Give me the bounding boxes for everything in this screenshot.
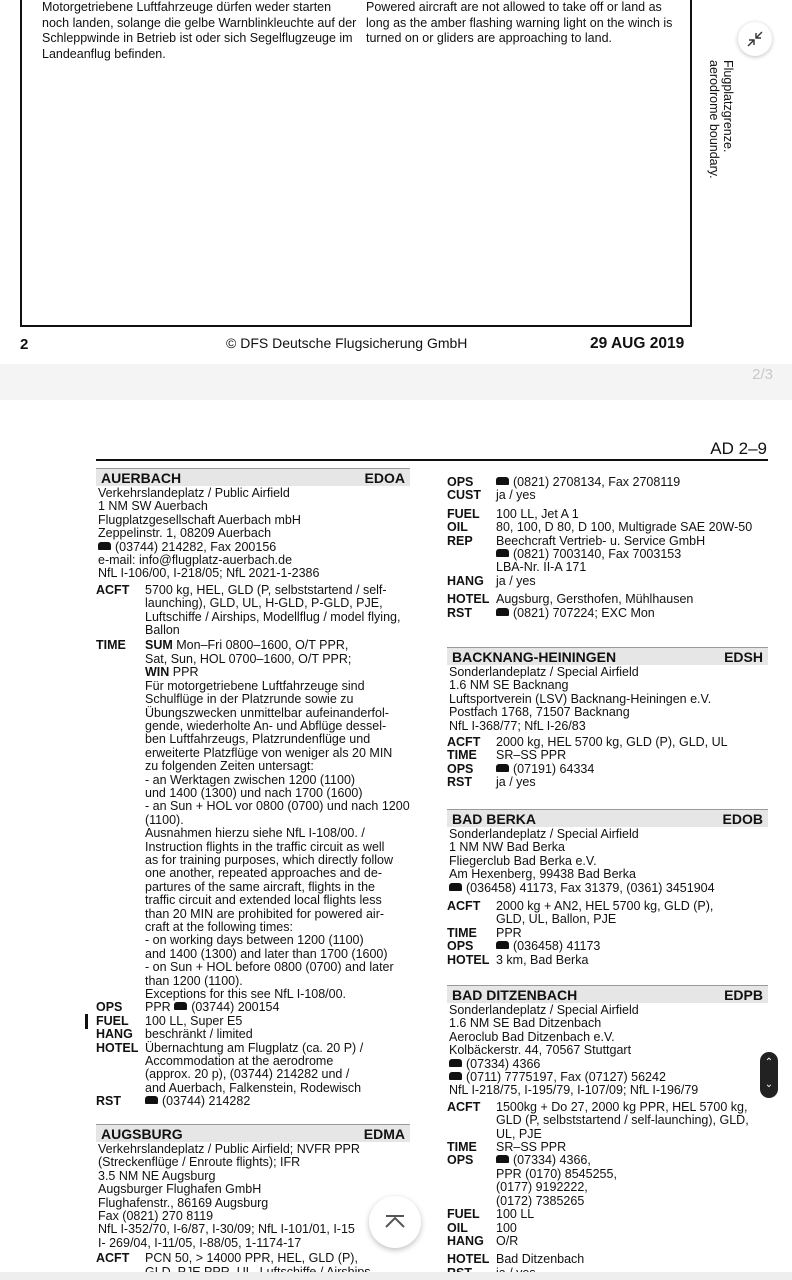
- scroll-handle[interactable]: [760, 1052, 778, 1098]
- time-line: Sat, Sun, HOL 0700–1600, O/T PPR;: [145, 651, 352, 666]
- info-line: NfL I-106/00, I-218/05; NfL 2021-1-2386: [98, 566, 320, 581]
- revision-mark: [85, 1014, 88, 1029]
- scroll-to-top-button[interactable]: [369, 1196, 421, 1248]
- time-line: erweiterte Platzflüge von weniger als 20 MIN: [145, 745, 393, 760]
- info-line: Postfach 1768, 71507 Backnang: [449, 705, 630, 720]
- airfield-name: BACKNANG-HEININGEN: [452, 648, 617, 665]
- info-line: Aeroclub Bad Ditzenbach e.V.: [449, 1029, 615, 1044]
- winch-note-de: Motorgetriebene Luftfahrzeuge dürfen weder starten noch landen, solange die gelbe Warnblinkleuchte auf der Schleppwinde in Betrieb ist oder sich Segelflugzeuge im Landeanflug befinden.: [42, 0, 357, 61]
- copyright: © DFS Deutsche Flugsicherung GmbH: [226, 335, 468, 351]
- time-line: than 20 MIN are prohibited for powered air-: [145, 906, 385, 921]
- entry-auerbach: [96, 468, 410, 1109]
- info-line: (07334) 4366: [449, 1058, 768, 1071]
- phone-icon: [145, 1096, 158, 1104]
- row-hang: HANG O/R: [447, 1233, 519, 1248]
- phone-icon: [496, 549, 509, 557]
- entry-backnang: [447, 647, 768, 790]
- time-line: und 1400 (1300) und nach 1700 (1600): [145, 785, 363, 800]
- entry-augsburg-cont: [447, 476, 768, 620]
- boundary-label-de: Flugplatzgrenze.: [721, 60, 735, 153]
- entry-header: [96, 1124, 410, 1142]
- time-line: one another, repeated approaches and de-: [145, 866, 382, 881]
- page-indicator: 2/3: [752, 366, 773, 383]
- time-line: - on Sun + HOL before 0800 (0700) and later: [145, 960, 394, 975]
- row-rst: RST (0821) 707224; EXC Mon: [447, 605, 655, 620]
- info-line: (036458) 41173, Fax 31379, (0361) 3451904: [449, 882, 768, 895]
- entry-bad-ditzenbach: [447, 985, 768, 1280]
- entry-header: [447, 985, 768, 1003]
- chevron-down-icon: ⌄: [764, 1079, 774, 1090]
- info-line: 3.5 NM NE Augsburg: [98, 1168, 216, 1183]
- info-line: Fax (0821) 270 8119: [98, 1209, 214, 1224]
- header-rule: [96, 459, 768, 461]
- info-line: e-mail: info@flugplatz-auerbach.de: [98, 553, 293, 568]
- info-line: NfL I-368/77; NfL I-26/83: [449, 718, 586, 733]
- info-line: Augsburger Flughafen GmbH: [98, 1182, 262, 1197]
- icao-code: EDMA: [363, 1125, 405, 1142]
- row-hotel: HOTEL Übernachtung am Flugplatz (ca. 20 P) / Accommodation at the aerodrome (approx. 20 p), (03744) 214282 und / and Auerbach, Falkenstein, Rodewisch: [96, 1040, 364, 1095]
- row-acft: ACFT 2000 kg + AN2, HEL 5700 kg, GLD (P), GLD, UL, Ballon, PJE: [447, 899, 714, 927]
- phone-icon: [496, 608, 509, 616]
- info-line: Fliegerclub Bad Berka e.V.: [449, 853, 597, 868]
- info-line: Flugplatzgesellschaft Auerbach mbH: [98, 512, 301, 527]
- time-line: Für motorgetriebene Luftfahrzeuge sind: [145, 678, 365, 693]
- info-line: (Streckenflüge / Enroute flights); IFR: [98, 1155, 301, 1170]
- boundary-label-en: aerodrome boundary.: [707, 60, 721, 179]
- airfield-name: BAD DITZENBACH: [452, 986, 578, 1003]
- phone-icon: [496, 941, 509, 949]
- phone-icon: [449, 883, 462, 891]
- collapse-button[interactable]: [738, 22, 772, 56]
- time-line: (1100).: [145, 812, 184, 827]
- info-line: I- 269/04, I-11/05, I-88/05, 1-1174-17: [98, 1235, 302, 1250]
- row-hotel: HOTEL Bad Ditzenbach: [447, 1252, 585, 1267]
- phone-icon: [174, 1002, 187, 1010]
- info-line: Sonderlandeplatz / Special Airfield: [449, 827, 639, 841]
- aerodrome-boundary-label: [695, 60, 735, 200]
- time-line: as for training purposes, which directly follow: [145, 852, 394, 867]
- entry-augsburg: [96, 1124, 410, 1279]
- pdf-page-1: [0, 0, 792, 385]
- chevron-up-icon: [384, 1215, 406, 1229]
- info-line: Luftsportverein (LSV) Backnang-Heiningen e.V.: [449, 691, 712, 706]
- info-line: Kolbäckerstr. 44, 70567 Stuttgart: [449, 1043, 632, 1058]
- time-line: Instruction flights in the traffic circuit as well: [145, 839, 385, 854]
- entry-header: [96, 468, 410, 486]
- row-acft: ACFT 2000 kg, HEL 5700 kg, GLD (P), GLD, UL: [447, 735, 728, 750]
- info-line: Flughafenstr., 86169 Augsburg: [98, 1195, 269, 1210]
- row-ops: OPS (07191) 64334: [447, 761, 595, 776]
- time-line: Ausnahmen hierzu siehe NfL I-108/00. /: [145, 826, 365, 841]
- row-time: TIME SR–SS PPR: [447, 1140, 567, 1155]
- row-rst: RST ja / yes: [447, 775, 536, 790]
- icao-code: EDPB: [724, 986, 763, 1003]
- row-hang: HANG ja / yes: [447, 573, 536, 588]
- row-hang: HANG beschränkt / limited: [96, 1027, 253, 1042]
- info-line: Am Hexenberg, 99438 Bad Berka: [449, 867, 636, 882]
- time-line: Übungszwecken unmittelbar aufeinanderfol-: [145, 705, 389, 720]
- phone-icon: [496, 764, 509, 772]
- info-line: Zeppelinstr. 1, 08209 Auerbach: [98, 526, 272, 541]
- row-acft: ACFT PCN 50, > 14000 PPR, HEL, GLD (P),: [96, 1251, 358, 1266]
- phone-icon: [449, 1059, 462, 1067]
- info-line: Verkehrslandeplatz / Public Airfield; NVFR PPR: [98, 1142, 360, 1156]
- page-number: 2: [20, 336, 29, 353]
- row-ops: OPS PPR (03744) 200154: [96, 1000, 280, 1015]
- publication-date: 29 AUG 2019: [590, 335, 685, 352]
- winch-note-en: Powered aircraft are not allowed to take off or land as long as the amber flashing warning light on the winch is turned on or gliders are approaching to land.: [366, 0, 673, 45]
- info-line: Verkehrslandeplatz / Public Airfield: [98, 486, 290, 500]
- phone-icon: [496, 477, 509, 485]
- chevron-up-icon: ⌃: [764, 1057, 774, 1068]
- row-fuel: FUEL 100 LL, Jet A 1: [447, 506, 579, 521]
- icao-code: EDOB: [722, 810, 763, 827]
- info-line: 1 NM NW Bad Berka: [449, 840, 566, 855]
- time-line: gende, wiederholte An- und Abflüge dessel-: [145, 718, 387, 733]
- row-rst: RST (03744) 214282: [96, 1094, 251, 1109]
- time-line: zu folgenden Zeiten untersagt:: [145, 759, 314, 774]
- time-line: Schulflüge in der Platzrunde sowie zu: [145, 692, 354, 707]
- row-cust: CUST ja / yes: [447, 488, 536, 503]
- time-line: Exceptions for this see NfL I-108/00.: [145, 987, 347, 1002]
- phone-icon: [98, 542, 111, 550]
- time-line: and 1400 (1300) and later than 1700 (1600): [145, 946, 388, 961]
- info-line: 1 NM SW Auerbach: [98, 499, 208, 514]
- entry-bad-berka: [447, 809, 768, 967]
- collapse-arrows-icon: [747, 31, 763, 47]
- airfield-name: AUGSBURG: [101, 1125, 183, 1142]
- info-line: (0711) 7775197, Fax (07127) 56242: [449, 1071, 768, 1084]
- row-ops: OPS (07334) 4366, PPR (0170) 8545255, (0177) 9192222, (0172) 7385265: [447, 1153, 617, 1208]
- info-line: Sonderlandeplatz / Special Airfield: [449, 1003, 639, 1017]
- info-line: 1.6 NM SE Backnang: [449, 678, 569, 693]
- row-time: TIME SR–SS PPR: [447, 748, 567, 763]
- info-line: (03744) 214282, Fax 200156: [98, 541, 410, 554]
- info-line: NfL I-218/75, I-195/79, I-107/09; NfL I-196/79: [449, 1083, 699, 1098]
- info-line: Sonderlandeplatz / Special Airfield: [449, 665, 639, 679]
- entry-header: [447, 809, 768, 827]
- info-line: NfL I-352/70, I-6/87, I-30/09; NfL I-101/01, I-15: [98, 1222, 355, 1237]
- time-line: WIN PPR: [145, 665, 199, 680]
- row-ops: OPS (0821) 2708134, Fax 2708119: [447, 475, 681, 489]
- page-separator: [0, 364, 792, 400]
- entry-header: [447, 647, 768, 665]
- icao-code: EDOA: [364, 469, 405, 486]
- ad-section-code: AD 2–9: [710, 439, 767, 458]
- row-fuel: FUEL 100 LL: [447, 1207, 535, 1222]
- info-line: 1.6 NM SE Bad Ditzenbach: [449, 1016, 602, 1031]
- row-ops: OPS (036458) 41173: [447, 939, 601, 954]
- phone-icon: [496, 1155, 509, 1163]
- time-line: - on working days between 1200 (1100): [145, 933, 364, 948]
- row-time: TIME PPR: [447, 925, 522, 940]
- row-hotel: HOTEL Augsburg, Gersthofen, Mühlhausen: [447, 592, 694, 607]
- time-line: ben Luftfahrzeugs, Platzrundenflüge und: [145, 732, 371, 747]
- row-oil: OIL 100: [447, 1220, 517, 1235]
- time-line: - an Werktagen zwischen 1200 (1100): [145, 772, 356, 787]
- time-line: traffic circuit and extended local flights less: [145, 893, 382, 908]
- row-rep: REP Beechcraft Vertrieb- u. Service GmbH (0821) 7003140, Fax 7003153 LBA-Nr. II-A 171: [447, 533, 706, 575]
- airfield-name: BAD BERKA: [452, 810, 536, 827]
- row-hotel: HOTEL 3 km, Bad Berka: [447, 952, 589, 967]
- time-line: than 1200 (1100).: [145, 973, 243, 988]
- row-oil: OIL 80, 100, D 80, D 100, Multigrade SAE 20W-50: [447, 520, 753, 535]
- time-line: craft at the following times:: [145, 920, 293, 934]
- row-time: TIME SUM Mon–Fri 0800–1600, O/T PPR, Sat, Sun, HOL 0700–1600, O/T PPR; WIN PPR Für motorgetriebene Luftfahrzeuge sind Schulflüge in der Platzrunde sowie zu Übungszwecken unmittelbar aufeinanderfol- gende, wiederholte An- und Abflüge dessel- ben Luftfahrzeugs, Platzrundenflüge und erweiterte Platzflüge von weniger als 20 MIN zu folgenden Zeiten untersagt: - an Werktagen zwischen 1200 (1100) und 1400 (1300) und nach 1700 (1600) - an Sun + HOL vor 0800 (0700) und nach 1200 (1100). Ausnahmen hierzu siehe NfL I-108/00. / Instruction flights in the traffic circuit as well as for training purposes, which directly follow one another, repeated approaches and de- partures of the same aircraft, flights in the traffic circuit and extended local flights less than 20 MIN are prohibited for powered air- craft at the following times: - on working days between 1200 (1100) and 1400 (1300) and later than 1700 (1600) - on Sun + HOL before 0800 (0700) and later than 1200 (1100). Exceptions for this see NfL I-108/00.: [96, 638, 410, 1002]
- time-line: SUM Mon–Fri 0800–1600, O/T PPR,: [145, 638, 349, 653]
- row-acft: ACFT 1500kg + Do 27, 2000 kg PPR, HEL 5700 kg, GLD (P, selbststartend / self-launching), GLD, UL, PJE: [447, 1099, 749, 1141]
- row-acft: ACFT 5700 kg, HEL, GLD (P, selbststartend / self-launching), GLD, UL, H-GLD, P-GLD, PJE, Luftschiffe / Airships, Modellflug / model flying, Ballon: [96, 582, 401, 638]
- airfield-name: AUERBACH: [101, 469, 182, 486]
- icao-code: EDSH: [724, 648, 763, 665]
- phone-icon: [449, 1072, 462, 1080]
- time-line: - an Sun + HOL vor 0800 (0700) und nach 1200: [145, 799, 410, 814]
- bottom-bar: [0, 1272, 792, 1280]
- time-line: partures of the same aircraft, flights in the: [145, 879, 375, 894]
- row-fuel: FUEL 100 LL, Super E5: [96, 1013, 243, 1028]
